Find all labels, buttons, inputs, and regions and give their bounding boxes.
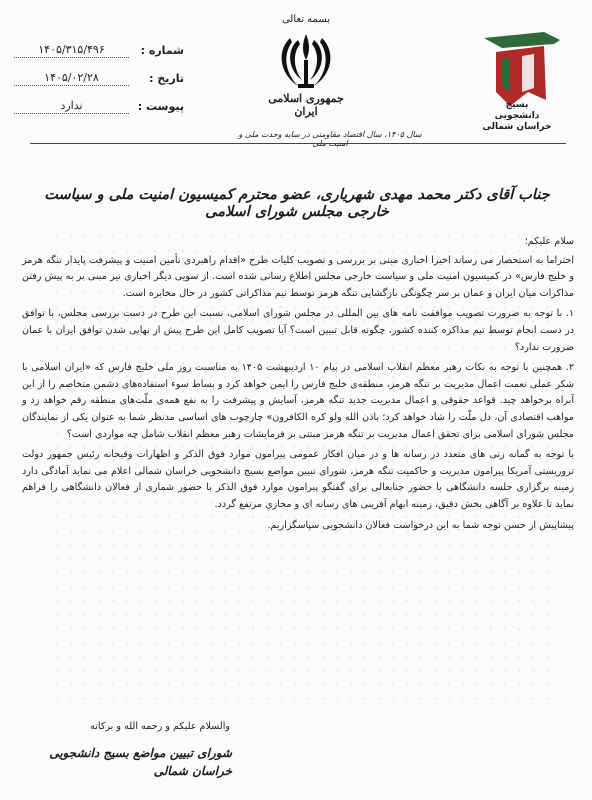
paragraph-thanks: پیشاپیش از حسن توجه شما به این درخواست فعالان دانشجویی سپاسگزاریم. (267, 519, 574, 531)
year-slogan: سال ۱۴۰۵، سال اقتصاد مقاومتی در سایه وحدت ملی و (238, 130, 422, 139)
logo-line-basij: بسیج (505, 100, 529, 110)
recipient-line: جناب آقای دکتر محمد مهدی شهریاری، عضو محترم کمیسیون امنیت ملی و سیاست خارجی مجلس شورای اسلامی (44, 186, 550, 220)
logo-caption (462, 100, 572, 133)
basmala-text: بسمه تعالی (281, 14, 331, 25)
meta-number-value: ۱۴۰۵/۳۱۵/۴۹۶ (14, 43, 129, 58)
paragraph-question-1: ۱. با توجه به ضرورت تصویب موافقت نامه های بین المللی در مجلس شورای اسلامی، نسبت این طرح در دست بررسی مجلس، با توافق در دست انجام توسط تیم مذاکره کننده کشور، چگونه قابل تبیین است؟ آیا تصویب کامل این طرح پیش از نهایی شدن توافق ایران با عمان ضرورت ندارد؟ (22, 308, 574, 353)
meta-attachment-row (14, 92, 184, 120)
iran-emblem-icon (278, 30, 334, 90)
meta-date-label: تاریخ : (149, 71, 184, 85)
letter-metadata (14, 36, 184, 120)
paragraph-request: با توجه به گمانه زنی های متعدد در رسانه ها و در میان افکار عمومی پیرامون موارد فوق الذکر و اظهارات وقیحانه رئیس جمهور دولت تروریستی آمریکا پیرامون مدیریت و حاکمیت تنگه هرمز، شورای تبیین مواضع بسیج دانشجویی خراسان شمالی اعلام می نماید آمادگی دارد زمینه برگزاری جلسه دانشگاهی با حضور جنابعالی برای گفتگو پیرامون موارد فوق الذکر با حضور شماری از فعالان دانشگاهی را فراهم نماید تا علاوه بر آگاهی بخش دقیق، زمینه ابهام آفرینی های رسانه ای و مجازی مرتفع گردد. (22, 449, 574, 510)
logo-line-province: خراسان شمالی (482, 122, 552, 132)
paragraph-question-2: ۲. همچنین با توجه به نکات رهبر معظم انقلاب اسلامی در پیام ۱۰ اردیبهشت ۱۴۰۵ به مناسبت روز ملی خلیج فارس که «ایران اسلامی با شکر عملی نعمت اعمال مدیریت بر تنگه هرمز، منطقه‌ی خلیج فارس را ایمن خواهد کرد و بساط سوء استفاده‌های دشمن متخاصم را از این آبراه برخواهد چید. قواعد حقوقی و اعمال مدیریت جدید تنگه هرمز، آسایش و پیشرفت را به نفع همه‌ی ملّت‌های منطقه رقم خواهد زد و مواهب اقتصادی آن، دل ملّت را شاد خواهد کرد؛ باذن الله ولو کره الکافرون» چارچوب های اساسی مدنظر شما به عنوان یکی از نمایندگان مجلس شورای اسلامی برای تحقق اعمال مدیریت بر تنگه هرمز مبتنی بر فرمایشات رهبر معظم انقلاب شامل چه مواردی است؟ (22, 362, 574, 440)
meta-number-label: شماره : (140, 43, 184, 57)
closing-salutation: والسلام علیکم و رحمه الله و برکاته (90, 721, 230, 732)
logo-line-student: دانشجویی (494, 111, 540, 121)
meta-date-value: ۱۴۰۵/۰۲/۲۸ (14, 71, 129, 86)
meta-date-row (14, 64, 184, 92)
greeting: سلام علیکم؛ (524, 236, 574, 247)
header-divider (30, 143, 566, 144)
meta-attachment-value: ندارد (14, 99, 129, 114)
paragraph-intro: احتراما به استحضار می رساند اخیرا اخباری مبنی بر بررسی و تصویب کلیات طرح «اقدام راهبردی تأمین امنیت و پیشرفت پایدار تنگه هرمز و خلیج فارس» در کمیسیون امنیت ملی و سیاست خارجی مجلس اطلاع رسانی شده است. از سویی دیگر اخباری نیز مبنی بر به پیش رفتن مذاکرات میان ایران و عمان بر سر چگونگی بازگشایی تنگه هرمز توسط تیم مذاکراتی کشور در حال مخابره است. (22, 254, 574, 299)
state-emblem-block (262, 14, 350, 118)
meta-number-row (14, 36, 184, 64)
meta-attachment-label: پیوست : (137, 99, 184, 113)
country-name: جمهوری اسلامی ایران (268, 92, 344, 118)
signature-block: شورای تبیین مواضع بسیج دانشجویی خراسان شمالی (49, 746, 232, 778)
letter-body (22, 234, 574, 538)
